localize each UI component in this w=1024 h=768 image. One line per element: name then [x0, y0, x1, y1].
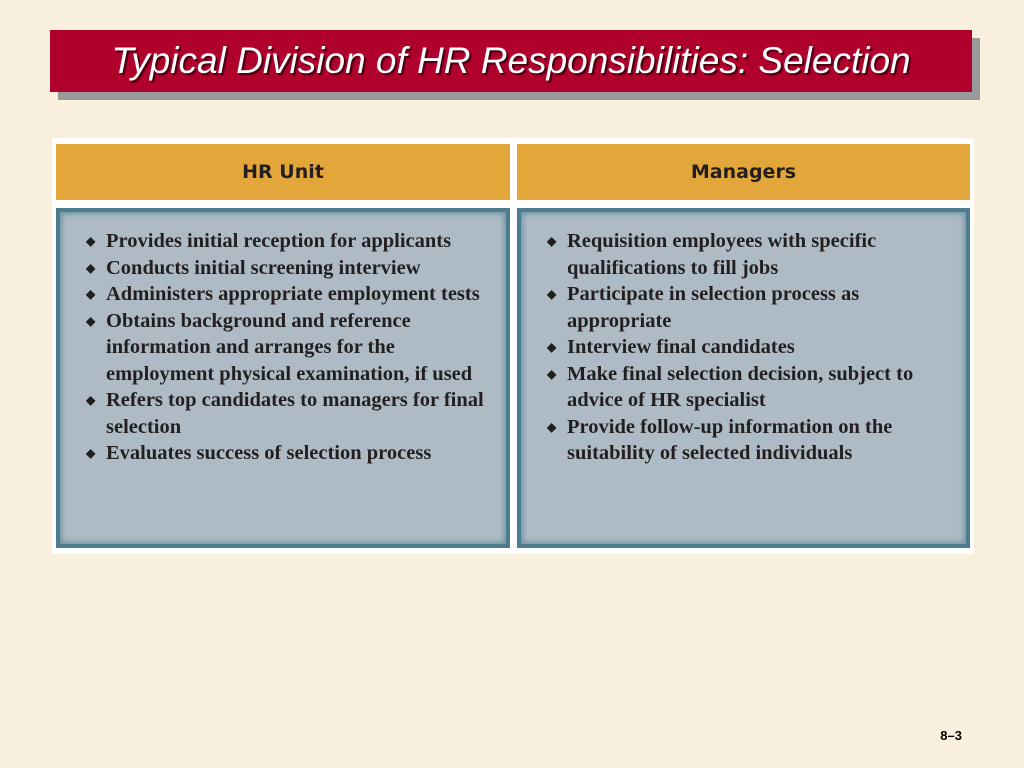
list-item: ◆ Provide follow-up information on the suitability of selected individuals: [547, 414, 956, 467]
list-item: ◆ Interview final candidates: [547, 334, 956, 361]
list-item: ◆ Conducts initial screening interview: [86, 255, 496, 282]
list-item: ◆ Refers top candidates to managers for final selection: [86, 387, 496, 440]
list-item: ◆ Evaluates success of selection process: [86, 440, 496, 467]
list-item: ◆ Participate in selection process as appropriate: [547, 281, 956, 334]
responsibilities-table: [52, 138, 974, 554]
managers-column: [517, 208, 970, 548]
list-item: ◆ Make final selection decision, subject to advice of HR specialist: [547, 361, 956, 414]
slide-title: Typical Division of HR Responsibilities: Selection: [111, 40, 911, 81]
list-item: ◆ Administers appropriate employment tests: [86, 281, 496, 308]
hr-unit-column: [56, 208, 510, 548]
page-number: 8–3: [940, 728, 962, 743]
title-bar: [50, 30, 972, 92]
list-item: ◆ Obtains background and reference information and arranges for the employment physical examination, if used: [86, 308, 496, 388]
hr-unit-list: [86, 228, 496, 467]
managers-header: Managers: [517, 144, 970, 200]
list-item: ◆ Provides initial reception for applicants: [86, 228, 496, 255]
managers-list: [547, 228, 956, 467]
hr-unit-header: HR Unit: [56, 144, 510, 200]
list-item: ◆ Requisition employees with specific qualifications to fill jobs: [547, 228, 956, 281]
